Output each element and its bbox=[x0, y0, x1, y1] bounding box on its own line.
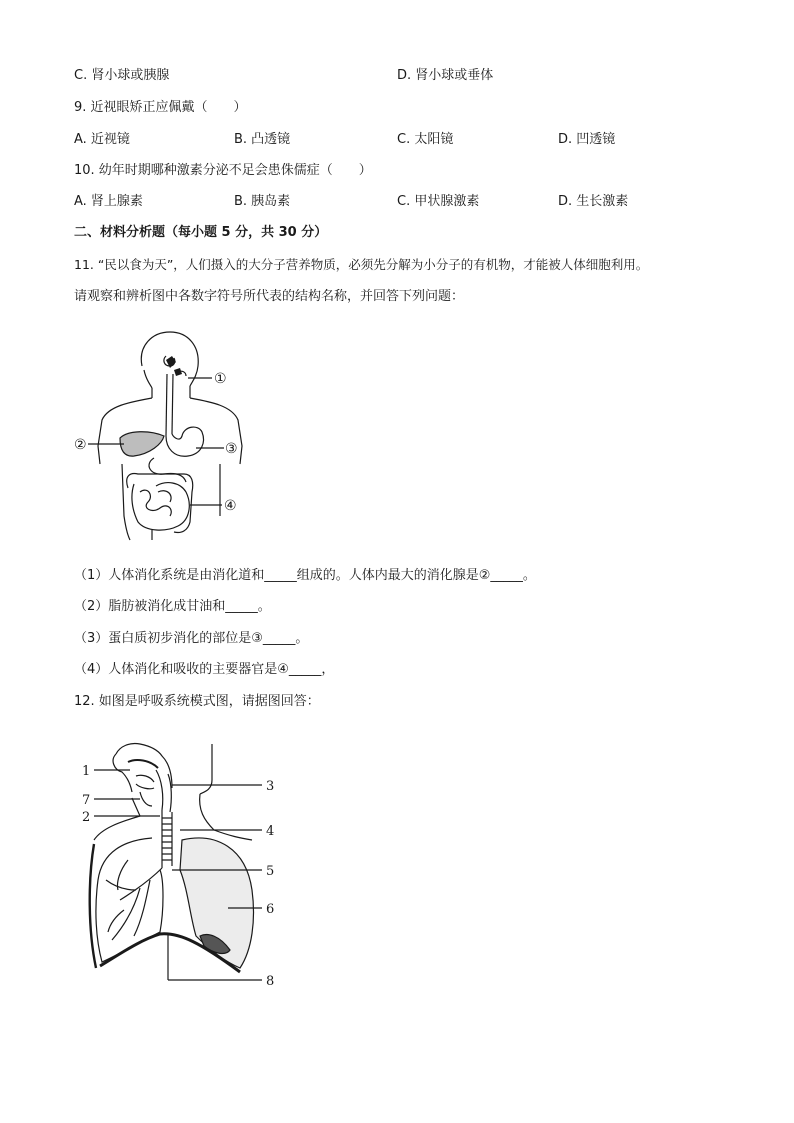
q12-stem: 12. 如图是呼吸系统模式图，请据图回答： bbox=[74, 694, 320, 709]
label-1: 1 bbox=[82, 764, 91, 779]
label-6: 6 bbox=[266, 902, 275, 917]
q9-option-c: C. 太阳镜 bbox=[397, 132, 454, 147]
label-1: ① bbox=[214, 371, 227, 387]
q10-option-b: B. 胰岛素 bbox=[234, 194, 291, 209]
section-heading: 二、材料分析题（每小题 5 分，共 30 分） bbox=[74, 225, 328, 240]
digestive-system-figure bbox=[74, 326, 274, 548]
label-7: 7 bbox=[82, 793, 91, 808]
q11-stem-line1: 11. “民以食为天”，人们摄入的大分子营养物质，必须先分解为小分子的有机物，才能被人体细胞利用。 bbox=[74, 257, 649, 272]
q11-sub4: （4）人体消化和吸收的主要器官是④_____， bbox=[74, 662, 335, 677]
q10-option-a: A. 肾上腺素 bbox=[74, 194, 143, 209]
q10-option-d: D. 生长激素 bbox=[558, 194, 629, 209]
q9-option-b: B. 凸透镜 bbox=[234, 132, 291, 147]
q10-stem: 10. 幼年时期哪种激素分泌不足会患侏儒症（ ） bbox=[74, 163, 372, 178]
q9-stem: 9. 近视眼矫正应佩戴（ ） bbox=[74, 100, 247, 115]
label-2: ② bbox=[74, 437, 87, 453]
label-5: 5 bbox=[266, 864, 275, 879]
q10-option-c: C. 甲状腺激素 bbox=[397, 194, 480, 209]
label-4: 4 bbox=[266, 824, 275, 839]
q9-option-a: A. 近视镜 bbox=[74, 132, 130, 147]
label-2: 2 bbox=[82, 810, 91, 825]
label-3: 3 bbox=[266, 779, 275, 794]
q11-stem-line2: 请观察和辨析图中各数字符号所代表的结构名称，并回答下列问题： bbox=[74, 289, 465, 304]
q8-option-d: D. 肾小球或垂体 bbox=[397, 68, 494, 83]
label-4: ④ bbox=[224, 498, 237, 514]
q8-option-c: C. 肾小球或胰腺 bbox=[74, 68, 170, 83]
q9-option-d: D. 凹透镜 bbox=[558, 132, 616, 147]
q11-sub3: （3）蛋白质初步消化的部位是③_____。 bbox=[74, 631, 309, 646]
label-3: ③ bbox=[225, 441, 238, 457]
respiratory-system-figure bbox=[80, 740, 290, 992]
label-8: 8 bbox=[266, 974, 275, 989]
q11-sub2: （2）脂肪被消化成甘油和_____。 bbox=[74, 599, 271, 614]
q11-sub1: （1）人体消化系统是由消化道和_____组成的。人体内最大的消化腺是②_____。 bbox=[74, 568, 536, 583]
